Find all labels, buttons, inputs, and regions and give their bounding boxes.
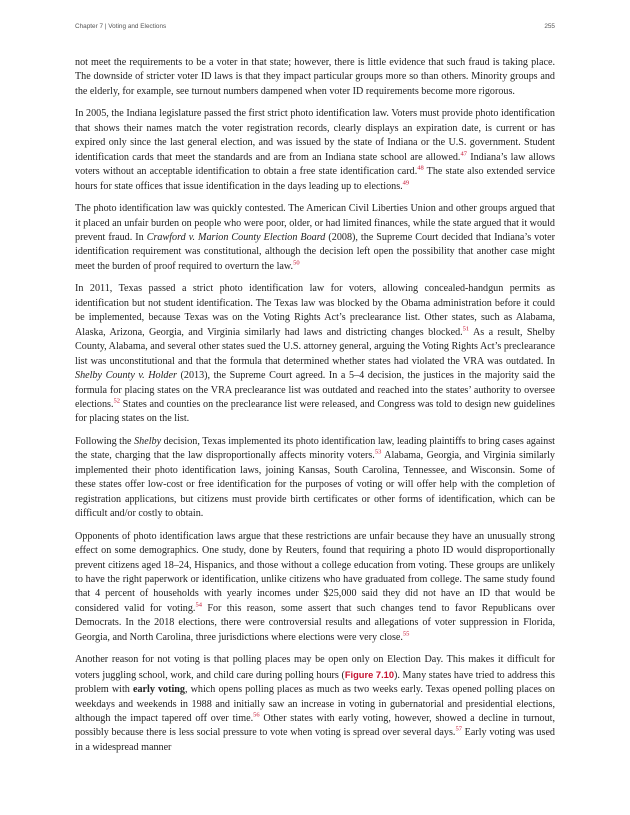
paragraph <box>75 107 555 194</box>
text-run: In 2011, Texas passed a strict photo identification law for voters, allowing concealed-handgun permits as identification but not student identification. The Texas law was blocked by the Obama administration before it could be implemented, because Texas was on the Voting Rights Act’s preclearance list. Other states, such as Alabama, Alaska, Arizona, Georgia, and Virginia similarly had laws and districting changes blocked. <box>75 283 555 338</box>
footnote-ref[interactable]: 53 <box>374 448 382 456</box>
text-run: (2008), the Supreme Court decided that Indiana’s voter identification requirement was constitutional, although the decision left open the possibility that another case might meet the burden of proof required to overturn the law. <box>75 231 555 272</box>
paragraph <box>75 653 555 755</box>
paragraph <box>75 435 555 522</box>
text-run: For this reason, some assert that such changes tend to favor Republicans over Democrats. In the 2018 elections, there were controversial results and allegations of voter suppression in Florida, Georgia, and North Carolina, three jurisdictions where elections were very close. <box>75 602 555 643</box>
paragraph <box>75 282 555 427</box>
paragraph <box>75 202 555 274</box>
case-name: Shelby County v. Holder <box>75 370 177 382</box>
text-run: Alabama, Georgia, and Virginia similarly implemented their photo identification laws, joining Kansas, South Carolina, Tennessee, and Wisconsin. Some of these states offer low-cost or free identification for the purposes of voting or will offer help with the completion of registration applications, but citizens must provide birth certificates or other forms of identification, which can be difficult and/or costly to obtain. <box>75 450 555 520</box>
footnote-ref[interactable]: 47 <box>460 150 467 158</box>
footnote-ref[interactable]: 55 <box>402 630 410 638</box>
page-number: 255 <box>544 23 555 30</box>
case-name: Crawford v. Marion County Election Board <box>146 231 326 243</box>
text-run: The state also extended service hours for state offices that issue identification in the days leading up to elections. <box>75 166 556 192</box>
footnote-ref[interactable]: 51 <box>462 325 470 333</box>
key-term: early voting <box>132 684 185 696</box>
text-run: The photo identification law was quickly contested. The American Civil Liberties Union and other groups argued that it placed an unfair burden on people who were poor, older, or had limited finances, while the state argued that it would prevent fraud. In <box>75 203 555 243</box>
paragraph <box>75 530 555 646</box>
text-run: decision, Texas implemented its photo identification law, leading plaintiffs to bring cases against the state, charging that the law disproportionally affects minority voters. <box>75 435 555 462</box>
case-name: Shelby <box>134 435 162 447</box>
text-run: Following the <box>75 435 135 447</box>
text-run: In 2005, the Indiana legislature passed the first strict photo identification law. Voters must provide photo identification that shows their names match the voter registration records, clearly displays an expiration date, is current or has expired only since the last general election, and was issued by the state of Indiana or the U.S. government. Student identification cards that meet the standards and are from an Indiana state school are allowed. <box>75 108 555 163</box>
text-run: not meet the requirements to be a voter in that state; however, there is little evidence that such fraud is taking place. The downside of stricter voter ID laws is that they impact particular groups more so than others. Minority groups and the elderly, for example, see turnout numbers dampened when voter ID requirements become more rigorous. <box>75 57 555 97</box>
text-run: Early voting was used in a widespread manner <box>75 727 555 753</box>
text-run: Another reason for not voting is that polling places may be open only on Election Day. This makes it difficult for voters juggling school, work, and child care during polling hours ( <box>75 654 555 681</box>
text-run: , which opens polling places as much as two weeks early. Texas opened polling places on weekdays and weekends in 1988 and initially saw an increase in voting in gubernatorial and presidential elections, although the impact tapered off over time. <box>75 684 555 725</box>
footnote-ref[interactable]: 54 <box>195 601 202 609</box>
footnote-ref[interactable]: 50 <box>293 259 300 267</box>
text-run: Other states with early voting, however, showed a decline in turnout, possibly because there is less social pressure to vote when voting is spread over several days. <box>75 713 555 739</box>
text-run: ). Many states have tried to address this problem with <box>75 669 555 696</box>
text-run: As a result, Shelby County, Alabama, and several other states sued the U.S. attorney general, arguing the Voting Rights Act’s preclearance list was unconstitutional and that the formula that determined whether states had violated the VRA was outdated. In <box>75 326 555 367</box>
text-run: Opponents of photo identification laws argue that these restrictions are unfair because they have an unusually strong effect on some demographics. One study, done by Reuters, found that requiring a photo ID would disproportionally prevent citizens aged 18–24, Hispanics, and those without a college education from voting. These groups are unlikely to have the right paperwork or identification, unlike citizens who have graduated from college. The same study found that 4 percent of households with yearly incomes under $25,000 said they did not have an ID that would be considered valid for voting. <box>75 530 555 614</box>
footnote-ref[interactable]: 57 <box>455 726 462 734</box>
footnote-ref[interactable]: 52 <box>113 397 121 405</box>
text-run: States and counties on the preclearance list were released, and Congress was told to design new guidelines for placing states on the list. <box>75 398 555 425</box>
paragraph <box>75 56 555 99</box>
footnote-ref[interactable]: 49 <box>402 179 410 187</box>
running-header <box>75 23 555 35</box>
footnote-ref[interactable]: 56 <box>253 711 260 719</box>
text-run: Indiana’s law allows voters without an acceptable identification to obtain a free state identification card. <box>75 151 556 178</box>
figure-link[interactable]: Figure 7.10 <box>344 669 395 680</box>
body-text <box>75 56 555 763</box>
text-run: (2013), the Supreme Court agreed. In a 5–4 decision, the justices in the majority said the formula for placing states on the VRA preclearance list was outdated and reached into the states’ authority to oversee elections. <box>75 370 555 410</box>
footnote-ref[interactable]: 48 <box>417 164 424 172</box>
chapter-title: Chapter 7 | Voting and Elections <box>75 23 167 30</box>
